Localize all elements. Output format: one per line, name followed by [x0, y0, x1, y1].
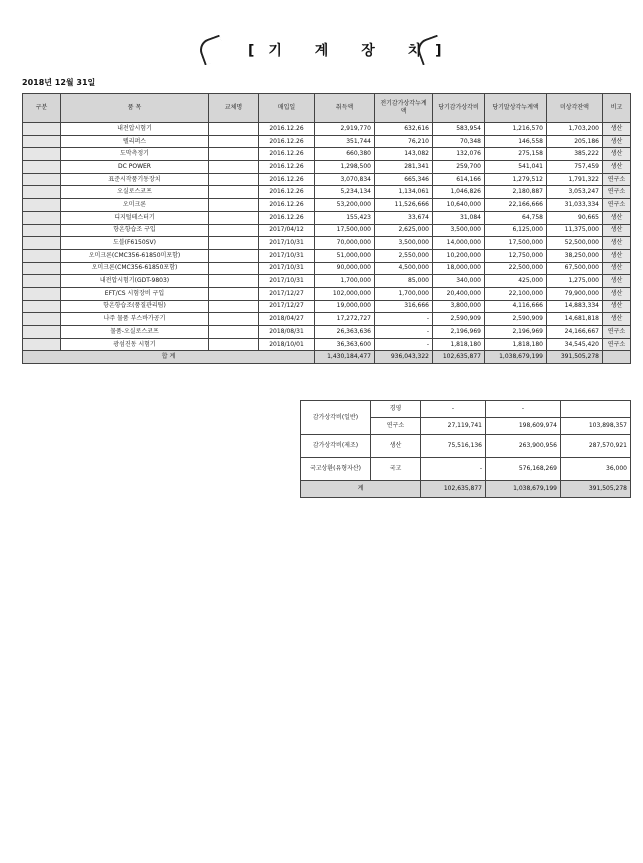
- row-note: 생산: [603, 224, 631, 237]
- row-end-accumulated: 541,041: [485, 161, 547, 174]
- row-remaining: 14,681,818: [547, 313, 603, 326]
- row-note: 생산: [603, 123, 631, 136]
- row-replacement: [209, 300, 259, 313]
- row-acquisition-cost: 155,423: [315, 211, 375, 224]
- row-category: [23, 135, 61, 148]
- row-note: 생산: [603, 275, 631, 288]
- header-item: 품 목: [61, 94, 209, 123]
- row-current-depreciation: 2,196,969: [433, 326, 485, 339]
- row-remaining: 31,033,334: [547, 199, 603, 212]
- row-remaining: 14,883,334: [547, 300, 603, 313]
- row-end-accumulated: 22,100,000: [485, 287, 547, 300]
- row-item: 텔리퍼스: [61, 135, 209, 148]
- row-remaining: 1,275,000: [547, 275, 603, 288]
- row-replacement: [209, 211, 259, 224]
- row-current-depreciation: 3,800,000: [433, 300, 485, 313]
- row-purchase-date: 2016.12.26: [259, 173, 315, 186]
- row-purchase-date: 2016.12.26: [259, 211, 315, 224]
- summary-value-c: 36,000: [561, 458, 631, 481]
- row-item: 항온항습조 구입: [61, 224, 209, 237]
- row-replacement: [209, 237, 259, 250]
- row-purchase-date: 2016.12.26: [259, 135, 315, 148]
- row-replacement: [209, 199, 259, 212]
- row-replacement: [209, 135, 259, 148]
- row-replacement: [209, 326, 259, 339]
- row-item: EFT/CS 시험장비 구입: [61, 287, 209, 300]
- row-purchase-date: 2016.12.26: [259, 123, 315, 136]
- row-note: 생산: [603, 148, 631, 161]
- header-remaining: 미상각잔액: [547, 94, 603, 123]
- header-end-accumulated: 당기말상각누계액: [485, 94, 547, 123]
- header-prior-accumulated: 전기감가상각누계액: [375, 94, 433, 123]
- row-end-accumulated: 1,216,570: [485, 123, 547, 136]
- row-category: [23, 173, 61, 186]
- row-acquisition-cost: 102,000,000: [315, 287, 375, 300]
- table-row: [23, 262, 631, 275]
- row-item: 내전압시험기: [61, 123, 209, 136]
- table-row: [23, 211, 631, 224]
- row-prior-accumulated: -: [375, 338, 433, 351]
- summary-value-a: 75,516,136: [421, 435, 486, 458]
- summary-value-b: 263,900,956: [486, 435, 561, 458]
- table-row: [23, 123, 631, 136]
- summary-value-c: 103,898,357: [561, 418, 631, 435]
- row-remaining: 205,186: [547, 135, 603, 148]
- row-category: [23, 211, 61, 224]
- table-row: [23, 338, 631, 351]
- row-item: 광섬진동 시험기: [61, 338, 209, 351]
- row-item: 내전압시험기(GDT-9803): [61, 275, 209, 288]
- row-acquisition-cost: 51,000,000: [315, 249, 375, 262]
- row-end-accumulated: 2,590,909: [485, 313, 547, 326]
- row-replacement: [209, 173, 259, 186]
- summary-total-a: 102,635,877: [421, 481, 486, 498]
- row-purchase-date: 2017/12/27: [259, 287, 315, 300]
- row-prior-accumulated: 76,210: [375, 135, 433, 148]
- summary-total-label: 계: [301, 481, 421, 498]
- row-item: 오미크론(CMC356-61850포함): [61, 262, 209, 275]
- row-purchase-date: 2017/10/31: [259, 262, 315, 275]
- row-current-depreciation: 259,700: [433, 161, 485, 174]
- row-item: 디지털테스터기: [61, 211, 209, 224]
- row-end-accumulated: 12,750,000: [485, 249, 547, 262]
- summary-dept: 국고: [371, 458, 421, 481]
- row-note: 연구소: [603, 326, 631, 339]
- row-end-accumulated: 2,180,887: [485, 186, 547, 199]
- row-prior-accumulated: 665,346: [375, 173, 433, 186]
- table-row: [23, 173, 631, 186]
- table-row: [23, 275, 631, 288]
- summary-total-b: 1,038,679,199: [486, 481, 561, 498]
- summary-row: [301, 401, 631, 418]
- summary-value-a: 27,119,741: [421, 418, 486, 435]
- summary-value-b: 198,609,974: [486, 418, 561, 435]
- row-current-depreciation: 1,818,180: [433, 338, 485, 351]
- row-note: 연구소: [603, 186, 631, 199]
- row-current-depreciation: 2,590,909: [433, 313, 485, 326]
- row-prior-accumulated: 2,550,000: [375, 249, 433, 262]
- summary-value-b: 576,168,269: [486, 458, 561, 481]
- total-label: 합 계: [23, 351, 315, 364]
- summary-dept: 연구소: [371, 418, 421, 435]
- table-row: [23, 249, 631, 262]
- row-replacement: [209, 186, 259, 199]
- row-note: 연구소: [603, 199, 631, 212]
- table-total-row: [23, 351, 631, 364]
- row-end-accumulated: 22,166,666: [485, 199, 547, 212]
- row-category: [23, 186, 61, 199]
- summary-group-general: 감가상각비(일반): [301, 401, 371, 435]
- row-acquisition-cost: 70,000,000: [315, 237, 375, 250]
- row-item: 나주 물품 부스바가공기: [61, 313, 209, 326]
- row-remaining: 3,053,247: [547, 186, 603, 199]
- table-row: [23, 186, 631, 199]
- summary-value-a: -: [421, 401, 486, 418]
- row-remaining: 79,900,000: [547, 287, 603, 300]
- row-purchase-date: 2018/10/01: [259, 338, 315, 351]
- row-purchase-date: 2016.12.26: [259, 199, 315, 212]
- row-purchase-date: 2016.12.26: [259, 148, 315, 161]
- row-note: 생산: [603, 135, 631, 148]
- summary-value-c: [561, 401, 631, 418]
- row-item: DC POWER: [61, 161, 209, 174]
- row-end-accumulated: 64,758: [485, 211, 547, 224]
- row-purchase-date: 2016.12.26: [259, 161, 315, 174]
- row-acquisition-cost: 17,500,000: [315, 224, 375, 237]
- row-purchase-date: 2016.12.26: [259, 186, 315, 199]
- row-replacement: [209, 249, 259, 262]
- row-replacement: [209, 262, 259, 275]
- row-current-depreciation: 1,046,826: [433, 186, 485, 199]
- table-row: [23, 135, 631, 148]
- row-prior-accumulated: 3,500,000: [375, 237, 433, 250]
- summary-value-b: -: [486, 401, 561, 418]
- row-remaining: 90,665: [547, 211, 603, 224]
- header-note: 비고: [603, 94, 631, 123]
- row-current-depreciation: 3,500,000: [433, 224, 485, 237]
- row-prior-accumulated: -: [375, 313, 433, 326]
- row-category: [23, 237, 61, 250]
- row-prior-accumulated: 143,082: [375, 148, 433, 161]
- row-prior-accumulated: 85,000: [375, 275, 433, 288]
- row-current-depreciation: 14,000,000: [433, 237, 485, 250]
- summary-group-manufacturing: 감가상각비(제조): [301, 435, 371, 458]
- row-prior-accumulated: -: [375, 326, 433, 339]
- row-replacement: [209, 287, 259, 300]
- row-item: 표준시작품기동장치: [61, 173, 209, 186]
- page-title: [기 계 장 치]: [248, 43, 456, 59]
- summary-value-c: 287,570,921: [561, 435, 631, 458]
- table-row: [23, 326, 631, 339]
- row-replacement: [209, 275, 259, 288]
- row-remaining: 757,459: [547, 161, 603, 174]
- header-current-depreciation: 당기감가상각비: [433, 94, 485, 123]
- row-acquisition-cost: 1,298,500: [315, 161, 375, 174]
- row-item: 물품-오실로스코프: [61, 326, 209, 339]
- row-current-depreciation: 10,640,000: [433, 199, 485, 212]
- total-accum: 1,038,679,199: [485, 351, 547, 364]
- row-category: [23, 326, 61, 339]
- row-note: 생산: [603, 161, 631, 174]
- row-purchase-date: 2017/10/31: [259, 249, 315, 262]
- table-row: [23, 313, 631, 326]
- row-note: 생산: [603, 211, 631, 224]
- row-current-depreciation: 20,400,000: [433, 287, 485, 300]
- row-acquisition-cost: 351,744: [315, 135, 375, 148]
- row-end-accumulated: 146,558: [485, 135, 547, 148]
- row-category: [23, 199, 61, 212]
- summary-dept: 경영: [371, 401, 421, 418]
- row-category: [23, 287, 61, 300]
- row-note: 생산: [603, 237, 631, 250]
- row-acquisition-cost: 17,272,727: [315, 313, 375, 326]
- row-remaining: 1,791,322: [547, 173, 603, 186]
- summary-total-c: 391,505,278: [561, 481, 631, 498]
- row-item: 도블(F6150SV): [61, 237, 209, 250]
- row-purchase-date: 2017/12/27: [259, 300, 315, 313]
- row-note: 연구소: [603, 338, 631, 351]
- row-remaining: 38,250,000: [547, 249, 603, 262]
- row-category: [23, 338, 61, 351]
- row-prior-accumulated: 1,700,000: [375, 287, 433, 300]
- header-replacement: 교체명: [209, 94, 259, 123]
- row-prior-accumulated: 1,134,061: [375, 186, 433, 199]
- row-category: [23, 249, 61, 262]
- table-row: [23, 148, 631, 161]
- row-purchase-date: 2018/08/31: [259, 326, 315, 339]
- row-category: [23, 262, 61, 275]
- row-remaining: 1,703,200: [547, 123, 603, 136]
- total-remaining: 391,505,278: [547, 351, 603, 364]
- row-acquisition-cost: 36,363,600: [315, 338, 375, 351]
- summary-dept: 생산: [371, 435, 421, 458]
- row-end-accumulated: 275,158: [485, 148, 547, 161]
- row-category: [23, 161, 61, 174]
- row-acquisition-cost: 5,234,134: [315, 186, 375, 199]
- row-category: [23, 224, 61, 237]
- row-acquisition-cost: 1,700,000: [315, 275, 375, 288]
- row-prior-accumulated: 4,500,000: [375, 262, 433, 275]
- table-row: [23, 161, 631, 174]
- row-replacement: [209, 313, 259, 326]
- row-acquisition-cost: 53,200,000: [315, 199, 375, 212]
- row-category: [23, 313, 61, 326]
- row-current-depreciation: 583,954: [433, 123, 485, 136]
- summary-table: [300, 400, 631, 498]
- row-remaining: 24,166,667: [547, 326, 603, 339]
- row-prior-accumulated: 33,674: [375, 211, 433, 224]
- row-end-accumulated: 4,116,666: [485, 300, 547, 313]
- row-end-accumulated: 425,000: [485, 275, 547, 288]
- row-note: 생산: [603, 262, 631, 275]
- row-note: 생산: [603, 287, 631, 300]
- row-current-depreciation: 614,166: [433, 173, 485, 186]
- row-acquisition-cost: 3,070,834: [315, 173, 375, 186]
- equipment-table: [22, 93, 631, 364]
- row-end-accumulated: 2,196,969: [485, 326, 547, 339]
- left-parenthesis-mark: [197, 35, 228, 66]
- row-current-depreciation: 18,000,000: [433, 262, 485, 275]
- total-note: [603, 351, 631, 364]
- row-item: 항온항습조(품질관리팀): [61, 300, 209, 313]
- summary-value-a: -: [421, 458, 486, 481]
- row-prior-accumulated: 11,526,666: [375, 199, 433, 212]
- row-current-depreciation: 10,200,000: [433, 249, 485, 262]
- row-acquisition-cost: 90,000,000: [315, 262, 375, 275]
- table-header-row: [23, 94, 631, 123]
- row-current-depreciation: 70,348: [433, 135, 485, 148]
- row-purchase-date: 2017/10/31: [259, 237, 315, 250]
- summary-row: [301, 458, 631, 481]
- row-current-depreciation: 31,084: [433, 211, 485, 224]
- row-current-depreciation: 132,076: [433, 148, 485, 161]
- table-row: [23, 199, 631, 212]
- row-item: 도막측정기: [61, 148, 209, 161]
- row-replacement: [209, 161, 259, 174]
- row-replacement: [209, 224, 259, 237]
- total-cost: 1,430,184,477: [315, 351, 375, 364]
- row-purchase-date: 2017/04/12: [259, 224, 315, 237]
- row-end-accumulated: 6,125,000: [485, 224, 547, 237]
- row-remaining: 11,375,000: [547, 224, 603, 237]
- row-remaining: 385,222: [547, 148, 603, 161]
- row-prior-accumulated: 281,341: [375, 161, 433, 174]
- right-parenthesis-mark: [415, 35, 446, 66]
- total-prior: 936,043,322: [375, 351, 433, 364]
- row-note: 연구소: [603, 173, 631, 186]
- total-current: 102,635,877: [433, 351, 485, 364]
- row-replacement: [209, 338, 259, 351]
- row-note: 생산: [603, 313, 631, 326]
- table-row: [23, 300, 631, 313]
- row-note: 생산: [603, 300, 631, 313]
- row-prior-accumulated: 2,625,000: [375, 224, 433, 237]
- row-end-accumulated: 17,500,000: [485, 237, 547, 250]
- row-remaining: 52,500,000: [547, 237, 603, 250]
- row-note: 생산: [603, 249, 631, 262]
- row-end-accumulated: 22,500,000: [485, 262, 547, 275]
- summary-total-row: [301, 481, 631, 498]
- table-row: [23, 287, 631, 300]
- header-category: 구분: [23, 94, 61, 123]
- row-item: 오미크론: [61, 199, 209, 212]
- row-end-accumulated: 1,279,512: [485, 173, 547, 186]
- summary-row: [301, 435, 631, 458]
- row-remaining: 34,545,420: [547, 338, 603, 351]
- row-purchase-date: 2018/04/27: [259, 313, 315, 326]
- row-replacement: [209, 148, 259, 161]
- row-category: [23, 148, 61, 161]
- report-date: 2018년 12월 31일: [22, 78, 96, 87]
- row-acquisition-cost: 19,000,000: [315, 300, 375, 313]
- summary-group-subsidy: 국고상환(유형자산): [301, 458, 371, 481]
- table-row: [23, 237, 631, 250]
- row-category: [23, 275, 61, 288]
- row-purchase-date: 2017/10/31: [259, 275, 315, 288]
- row-current-depreciation: 340,000: [433, 275, 485, 288]
- row-acquisition-cost: 26,363,636: [315, 326, 375, 339]
- row-end-accumulated: 1,818,180: [485, 338, 547, 351]
- row-acquisition-cost: 660,380: [315, 148, 375, 161]
- row-category: [23, 300, 61, 313]
- row-replacement: [209, 123, 259, 136]
- row-item: 오실로스코프: [61, 186, 209, 199]
- header-purchase-date: 매입일: [259, 94, 315, 123]
- row-prior-accumulated: 632,616: [375, 123, 433, 136]
- row-remaining: 67,500,000: [547, 262, 603, 275]
- row-item: 오미크론(CMC356-61850미포함): [61, 249, 209, 262]
- table-row: [23, 224, 631, 237]
- row-category: [23, 123, 61, 136]
- row-acquisition-cost: 2,919,770: [315, 123, 375, 136]
- header-acquisition-cost: 취득액: [315, 94, 375, 123]
- row-prior-accumulated: 316,666: [375, 300, 433, 313]
